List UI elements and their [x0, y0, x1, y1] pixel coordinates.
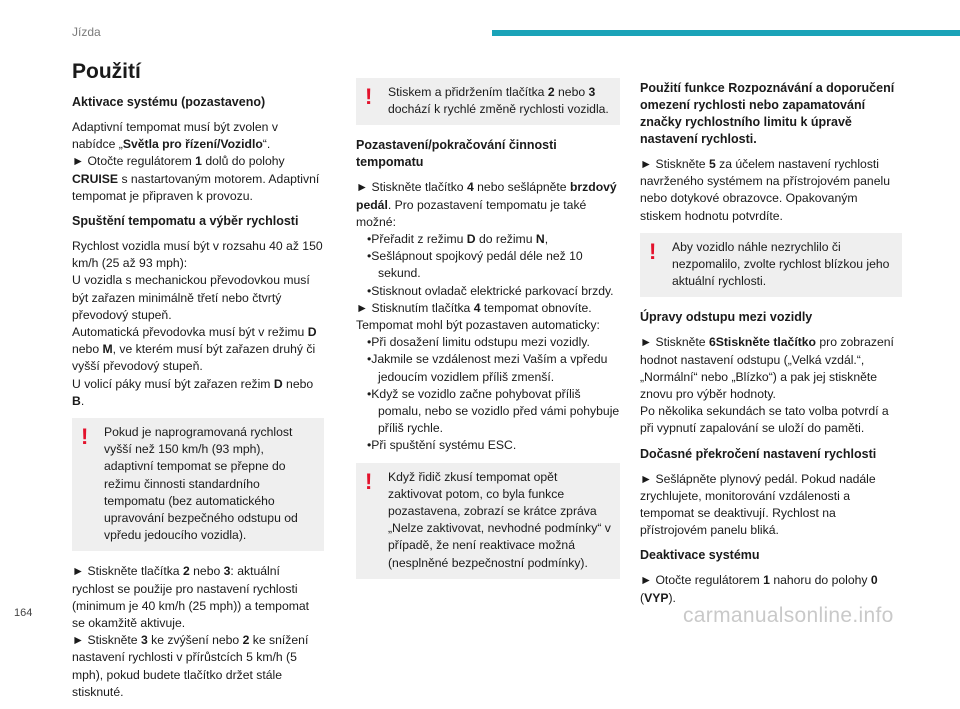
heading-activation: Aktivace systému (pozastaveno) — [72, 95, 266, 109]
warning-box: ! Aby vozidlo náhle nezrychlilo či nezpomalilo, zvolte rychlost blízkou jeho aktuální rychlosti. — [640, 233, 902, 298]
paragraph: ► Stiskněte 5 za účelem nastavení rychlosti navrženého systémem na přístrojovém panelu nebo dotykové obrazovce. Opakovaným stiskem hodnotu potvrdíte. — [640, 157, 890, 223]
list-item: •Při spuštění systému ESC. — [367, 438, 517, 453]
paragraph: ► Stiskněte tlačítko 4 nebo sešlápněte brzdový pedál. Pro pozastavení tempomatu je také možné: — [356, 180, 617, 229]
heading-recognition: Použití funkce Rozpoznávání a doporučení omezení rychlosti nebo zapamatování značky rychlostního limitu k úpravě nastavení rychlosti. — [640, 81, 895, 146]
heading-exceed: Dočasné překročení nastavení rychlosti — [640, 446, 877, 461]
list-item: •Přeřadit z režimu D do režimu N, — [367, 232, 549, 247]
heading-gap: Úpravy odstupu mezi vozidly — [640, 310, 813, 325]
paragraph: ► Sešlápněte plynový pedál. Pokud nadále zrychlujete, monitorování vzdálenosti a tempomat se deaktivují. Rychlost na přístrojovém panelu bliká. — [640, 471, 876, 538]
list-item: •Sešlápnout spojkový pedál déle než 10 sekund. — [367, 249, 583, 281]
list-item: •Stisknout ovladač elektrické parkovací brzdy. — [367, 283, 614, 298]
list-item: •Při dosažení limitu odstupu mezi vozidly. — [367, 335, 590, 350]
header-accent-bar — [492, 30, 960, 36]
section-label: Jízda — [72, 25, 101, 39]
warning-icon: ! — [81, 424, 89, 450]
warning-box: ! Stiskem a přidržením tlačítka 2 nebo 3 dochází k rychlé změně rychlosti vozidla. — [356, 78, 620, 125]
paragraph: ► Stisknutím tlačítka 4 tempomat obnovíte. Tempomat mohl být pozastaven automaticky: — [356, 300, 600, 333]
heading-deactivation: Deaktivace systému — [640, 548, 760, 563]
paragraph: ► Otočte regulátorem 1 nahoru do polohy 0 (VYP). — [640, 573, 878, 605]
paragraph: Adaptivní tempomat musí být zvolen v nabídce „Světla pro řízení/Vozidlo“. ► Otočte regulátorem 1 dolů do polohy CRUISE s nastartovaným motorem. Adaptivní tempomat je připraven k provozu. — [72, 120, 320, 203]
warning-box: ! Pokud je naprogramovaná rychlost vyšší než 150 km/h (93 mph), adaptivní tempomat se přepne do režimu činnosti standardního tempomatu (bez automatického upravování bezpečného odstupu od vpředu jedoucího vozidla). — [72, 418, 324, 551]
heading-start: Spuštění tempomatu a výběr rychlosti — [72, 214, 299, 229]
warning-icon: ! — [649, 238, 657, 264]
heading-pause: Pozastavení/pokračování činnosti tempomatu — [356, 138, 557, 170]
column-1 — [72, 56, 324, 709]
warning-icon: ! — [365, 468, 373, 494]
list-item: •Když se vozidlo začne pohybovat příliš pomalu, nebo se vozidlo před vámi pohybuje příliš rychle. — [367, 386, 620, 436]
watermark: carmanualsonline.info — [683, 604, 894, 627]
paragraph: ► Stiskněte 6Stiskněte tlačítko pro zobrazení hodnot nastavení odstupu („Velká vzdál.“, „Normální“ nebo „Blízko“) a pak jej stiskněte znovu pro výběr hodnoty. — [640, 335, 894, 402]
paragraph: Po několika sekundách se tato volba potvrdí a při vypnutí zapalování se uloží do paměti. — [640, 404, 889, 436]
list-item: •Jakmile se vzdálenost mezi Vaším a vpředu jedoucím vozidlem příliš zmenší. — [367, 352, 608, 384]
page-title: Použití — [72, 60, 141, 83]
paragraph: Rychlost vozidla musí být v rozsahu 40 až 150 km/h (25 až 93 mph): U vozidla s mechanickou převodovkou musí být zařazen minimálně třetí nebo čtvrtý převodový stupeň. Automatická převodovka musí být v režimu D nebo M, ve kterém musí být zařazen druhý či vyšší převodový stupeň. U volicí páky musí být zařazen režim D nebo B. — [72, 239, 323, 408]
page-number: 164 — [14, 607, 33, 619]
warning-box: ! Když řidič zkusí tempomat opět zaktivovat potom, co byla funkce pozastavena, zobrazí se krátce zpráva „Nelze zaktivovat, nevhodné podmínky“ v případě, že není reaktivace možná (nesplněné bezpečnostní podmínky). — [356, 463, 620, 579]
paragraph: ► Stiskněte tlačítka 2 nebo 3: aktuální rychlost se použije pro nastavení rychlosti (minimum je 40 km/h (25 mph)) a tempomat se okamžitě aktivuje. ► Stiskněte 3 ke zvýšení nebo 2 ke snížení nastavení rychlosti v přírůstcích 5 km/h (5 mph), pokud budete tlačítko držet stále stisknuté. — [72, 564, 310, 699]
column-2 — [356, 78, 620, 591]
column-3 — [640, 80, 902, 615]
warning-icon: ! — [365, 84, 373, 109]
